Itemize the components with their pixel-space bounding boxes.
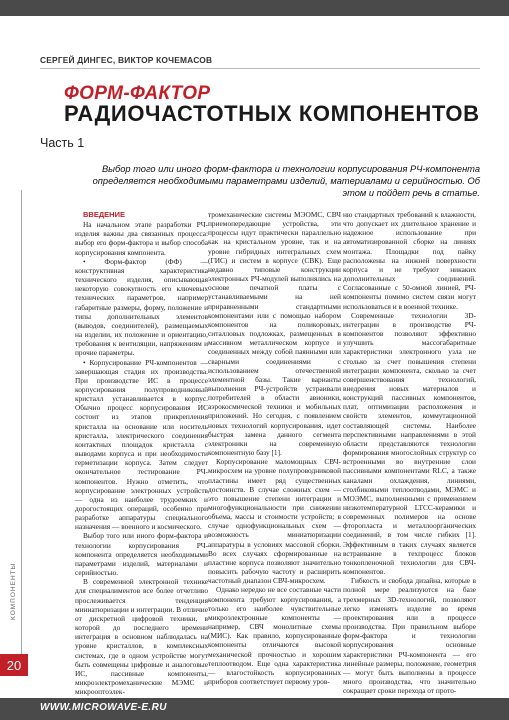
paragraph: • Форм-фактор (ФФ) — конструктивная характеристика технического изделия, описывающая некоторую совокупность его ключевых технических параметров, например габаритные размеры, форму, положение и типы дополнительных элементов (выводов, соединителей), размещаемых на изделии, их положение и ориентацию, требования к вентиляции, напряжениям и прочие параметры. — [75, 256, 208, 358]
footer-bar — [0, 698, 509, 720]
article-headline: РАДИОЧАСТОТНЫХ КОМПОНЕНТОВ — [64, 101, 480, 126]
paragraph: • Корпусирование РЧ-компонентов — завершающая стадия их производства. При производстве ИС в процессе корпусирования полупроводниковый кристалл устанавливается в корпус. Обычно процесс корпусирования ИС состоит из этапов прикрепления кристалла на основание или носитель кристалла, электрического соединения контактных площадок кристалла с выводами корпуса и при необходимости герметизации корпуса. Затем следует окончательное тестирование РЧ-компонентов. Нужно отметить, что корпусирование электронных устройств — одна из наиболее трудоемких и дорогостоящих операций, особенно при разработке аппаратуры специального назначения — военного и космического. — [75, 357, 208, 532]
article-kicker: ФОРМ-ФАКТОР — [64, 83, 211, 104]
paragraph: На начальном этапе разработки РЧ-изделия важны два связанных процесса: выбор его форм-фактора и выбор способа корпусирования компонента. — [75, 220, 208, 257]
paragraph: тромеханические системы МЭОМС, СВЧ приемопередающие устройства, эти процессы идут практически параллельно как на кристальном уровне, так и на уровне гибридных интегральных схем (ГИС) и систем в корпусе (СВК). Еще недавно типовые конструкции электронных РЧ-модулей выполнялись на основе печатной платы с устанавливаемыми на ней приравненными стандартными компонентами или с помощью набором компонентов на поликоровых, ситалловых подложках, размещенных в массивном металлическом корпусе и соединенных между собой паянными или сварными соединениями с использованием отечественной элементной базы. Такие варианты выполнения РЧ-устройств устраивали потребителей в области авионики, аэрокосмической техники и мобильных приложений. Но сегодня, с появлением новых технологий корпусирования, идет быстрая замена данного сегмента электроники на современную компонентную базу [1]. — [208, 210, 341, 458]
top-bar — [0, 0, 509, 16]
column-1 — [75, 210, 208, 696]
paragraph: Однако нередко не все составные части компонента требуют корпусирования, а только его наиболее чувствительные микроэлектронные компоненты — например, СВЧ монолитные схемы (МИС). Как правило, корпусированные компоненты отличаются высокой механической прочностью и хорошим теплоотводом. Еще одна характеристика — влагостойкость корпусированных приборов соответствует первому уров- — [208, 585, 341, 686]
article-lead: Выбор того или иного форм-фактора и технологии корпусирования РЧ-компонента определяется необходимыми параметрами изделий, материалами и серийностью. Об этом и пойдет речь в статье. — [92, 164, 480, 198]
section-tag — [10, 562, 18, 627]
paragraph: Корпусирование маломощных СВЧ-микросхем на уровне полупроводниковой пластины имеет ряд существенных достоинств. В случае сложных схем — это повышение степени интеграции и многофункциональности при снижении объема, массы и стоимости устройств; в случае однофункциональных схем — возможность миниатюризации аппаратуры в условиях массовой сборки. Во всех случаях сформированные на пластине корпуса позволяют значительно повысить рабочую частоту и расширить частотный диапазон СВЧ-микросхем. — [208, 457, 341, 586]
paragraph: ню стандартных требований к влажности, что допускает их длительное хранение и надежное использование при автоматизированной сборке на линиях монтажа. Площадки под пайку расположены на нижней поверхности корпуса и не требуют никаких дополнительных соединений. Согласованные с 50-омной линией, РЧ-компоненты помимо систем связи могут использоваться и в военной технике. — [343, 210, 476, 311]
sidebar-rule — [21, 190, 22, 660]
page-number: 20 — [0, 654, 28, 676]
section-heading: ВВЕДЕНИЕ — [83, 210, 125, 219]
footer-url[interactable]: WWW.MICROWAVE-E.RU — [40, 702, 167, 713]
divider — [40, 68, 480, 69]
paragraph: В современной электронной технике для специалиментов все более отчетливо прослеживается тенденция миниатюризации и интеграции. В отличие от дискретной цифровой техники, в которой до последнего времени интеграция в основном наблюдалась на уровне кристаллов, в комплексных системах, где в одном устройстве могут быть совмещены цифровые и аналоговые ИС, пассивные компоненты, микроэлектромеханические МЭМС и микрооптоэлек- — [75, 577, 208, 697]
column-2 — [208, 210, 341, 686]
paragraph: Гибкость и свобода дизайна, которые в полной мере реализуются на базе трехмерных 3D-технологий, позволяют легко изменять изделие во время проектирования или в процессе производства. При правильном выборе форм-фактора и технологии корпусирования основные характеристики РЧ-компонента — его линейные размеры, положение, геометрия — могут быть выполнены в процессе много производства, что значительно сокращает сроки перехода от прото- — [343, 576, 476, 696]
article-authors: СЕРГЕЙ ДИНГЕС, ВИКТОР КОЧЕМАСОВ — [40, 55, 213, 65]
paragraph: Выбор того или иного форм-фактора и технологии корпусирования РЧ-компонента определяется необходимыми параметрами изделий, материалами и серийностью. — [75, 531, 208, 578]
article-part: Часть 1 — [40, 136, 85, 150]
column-3 — [343, 210, 476, 695]
paragraph: Современные технологии 3D-интеграции в производстве РЧ-компонентов позволяют эффективно улучшить массогабаритные характеристики электронного узла не столько за счет повышения степени интеграции компонента, сколько за счет совершенствования технологий, внедрения новых материалов и конструкций пассивных компонентов, плат, оптимизации расположения и свойств элементов, коммутационной составляющей системы. Наиболее перспективными направлениями в этой области представляются технологии формирования многослойных структур со встроенными во внутренние слои пассивными компонентами RLC, а также каналами охлаждения, линиями, столбиковыми теплоотводами, МЭМС и МОЭМС, выполненными с применением низкотемпературной LTCC-керамики и современных полимеров на основе фторопласта и металлоорганических соединений, в том числе гибких [1]. Эффективным в таких случаях является встраивание в техпроцесс блоков тонкопленочной технологии для СВЧ-компонентов. — [343, 310, 476, 577]
section-tag-label: КОМПОНЕНТЫ — [10, 562, 17, 620]
